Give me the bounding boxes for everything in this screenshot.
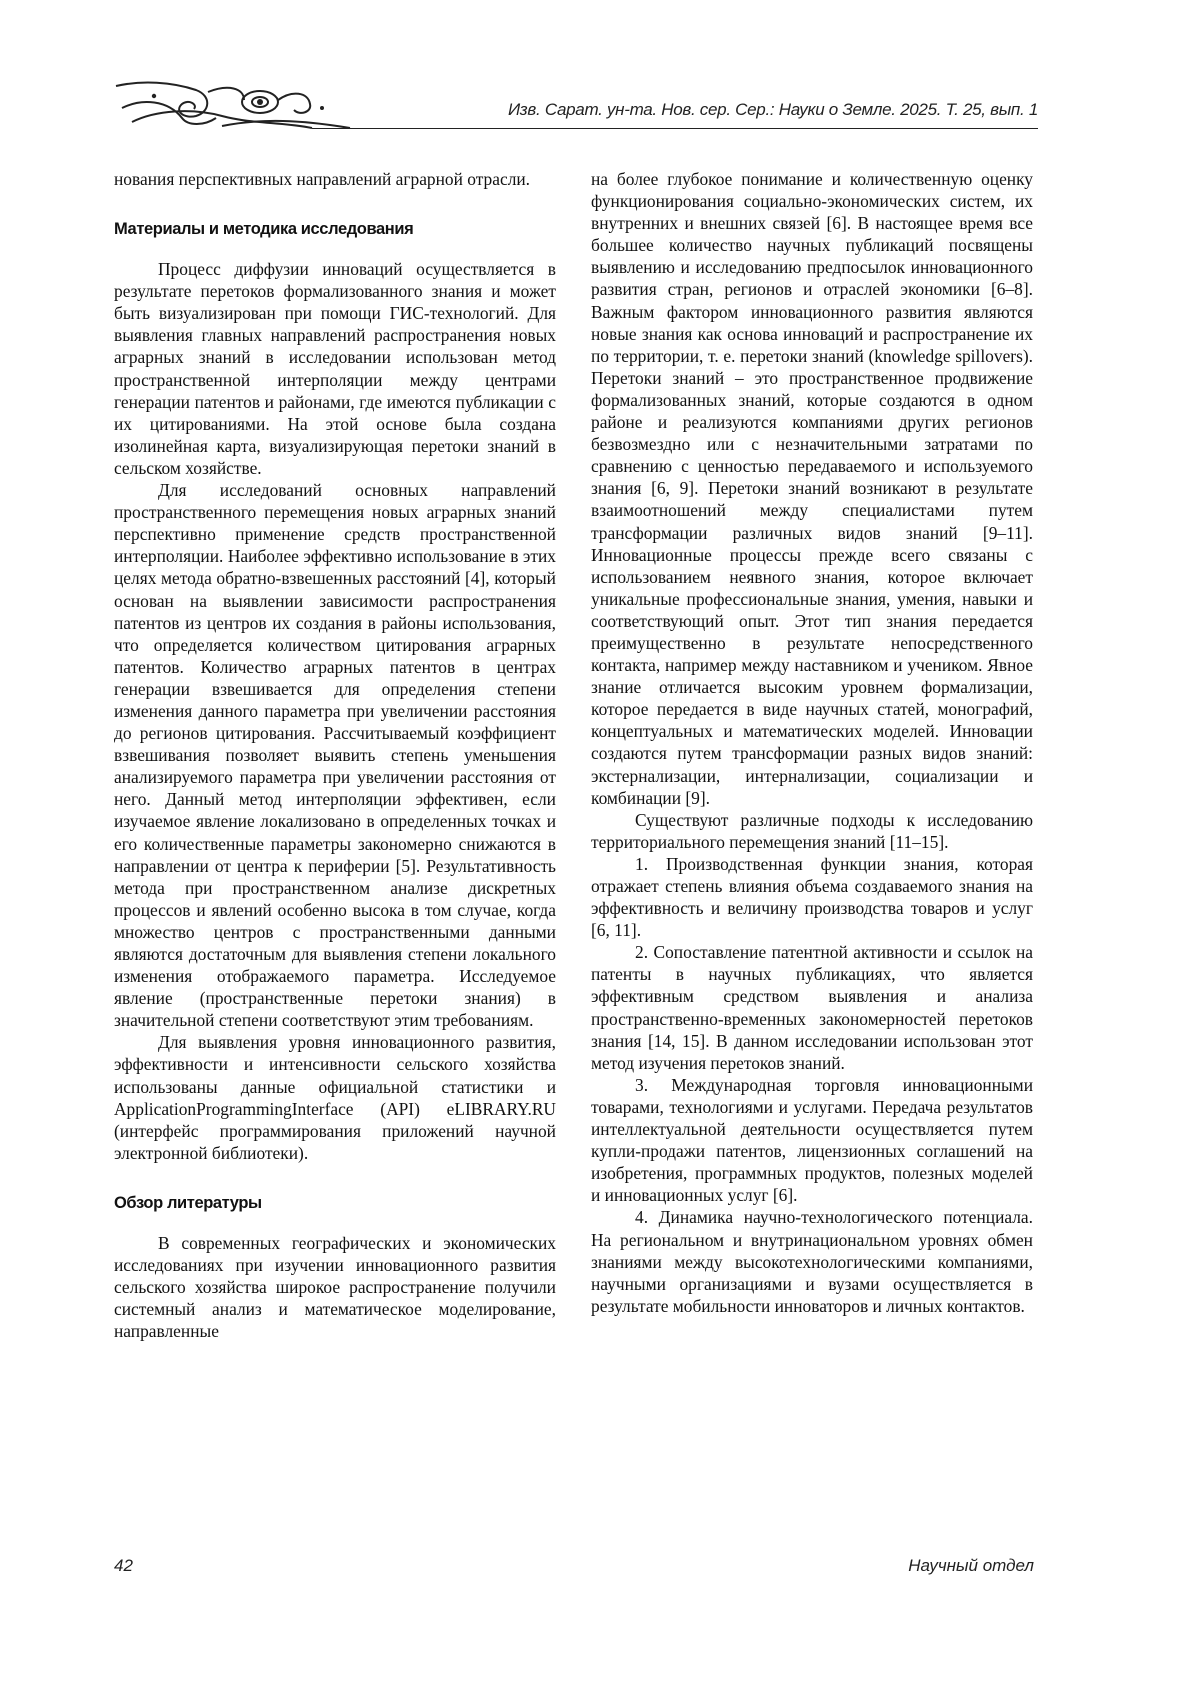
paragraph: Для выявления уровня инновационного развития, эффективности и интенсивности сельского хозяйства использованы данные официальной статистики и ApplicationProgrammingInterface (API) eLIBRARY.RU (интерфейс программирования приложений научной электронной библиотеки). <box>114 1031 556 1164</box>
paragraph: В современных географических и экономических исследованиях при изучении инновационного развития сельского хозяйства широкое распространение получили системный анализ и математическое моделирование, направленные <box>114 1232 556 1342</box>
journal-ornament-logo <box>112 78 352 132</box>
journal-page <box>0 0 1200 1697</box>
running-head: Изв. Сарат. ун-та. Нов. сер. Сер.: Науки о Земле. 2025. Т. 25, вып. 1 <box>508 100 1038 120</box>
list-paragraph-4: 4. Динамика научно-технологического потенциала. На региональном и внутринациональном уровнях обмен знаниями между высокотехнологическими компаниями, научными организациями и вузами осуществляется в результате мобильности инноваторов и личных контактов. <box>591 1206 1033 1316</box>
list-paragraph-1: 1. Производственная функции знания, которая отражает степень влияния объема создаваемого знания на эффективность и величину производства товаров и услуг [6, 11]. <box>591 853 1033 941</box>
section-label: Научный отдел <box>908 1556 1034 1576</box>
paragraph: Процесс диффузии инноваций осуществляется в результате перетоков формализованного знания и может быть визуализирован при помощи ГИС-технологий. Для выявления главных направлений распространения новых аграрных знаний в исследовании использован метод пространственной интерполяции между центрами генерации патентов и районами, где имеются публикации с их цитированиями. На этой основе была создана изолинейная карта, визуализирующая перетоки знаний в сельском хозяйстве. <box>114 258 556 479</box>
page-number: 42 <box>114 1556 133 1576</box>
section-heading-methods: Материалы и методика исследования <box>114 218 556 240</box>
section-heading-literature-review: Обзор литературы <box>114 1192 556 1214</box>
page-header <box>112 78 1038 132</box>
paragraph: Для исследований основных направлений пространственного перемещения новых аграрных знаний перспективно применение средств пространственной интерполяции. Наиболее эффективно использование в этих целях метода обратно-взвешенных расстояний [4], который основан на выявлении зависимости распространения патентов из центров их создания в районы использования, что определяется количеством цитирования аграрных патентов. Количество аграрных патентов в центрах генерации взвешивается для определения степени изменения данного параметра при увеличении расстояния до регионов цитирования. Рассчитываемый коэффициент взвешивания позволяет выявить степень уменьшения анализируемого параметра при увеличении расстояния от него. Данный метод интерполяции эффективен, если изучаемое явление локализовано в определенных точках и его количественные параметры закономерно снижаются в направлении от центра к периферии [5]. Результативность метода при пространственном анализе дискретных процессов и явлений особенно высока в том случае, когда множество центров с пространственными данными являются достаточным для выявления степени локального изменения отображаемого параметра. Исследуемое явление (пространственные перетоки знания) в значительной степени соответствуют этим требованиям. <box>114 479 556 1031</box>
paragraph-continued: на более глубокое понимание и количественную оценку функционирования социально-экономических систем, их внутренних и внешних связей [6]. В настоящее время все большее количество научных публикаций посвящены выявлению и исследованию предпосылок инновационного развития стран, регионов и отраслей экономики [6–8]. Важным фактором инновационного развития являются новые знания как основа инноваций и распространение их по территории, т. е. перетоки знаний (knowledge spillovers). Перетоки знаний – это пространственное продвижение формализованных знаний, которые создаются в одном районе и реализуются компаниями других регионов безвозмездно или с незначительными затратами по сравнению с ценностью передаваемого и используемого знания [6, 9]. Перетоки знаний возникают в результате взаимоотношений между специалистами путем трансформации различных видов знаний [9–11]. Инновационные процессы прежде всего связаны с использованием неявного знания, которое включает уникальные профессиональные знания, умения, навыки и соответствующий опыт. Этот тип знания передается преимущественно в результате непосредственного контакта, например между наставником и учеником. Явное знание отличается высоким уровнем формализации, которое передается в виде научных статей, монографий, концептуальных и математических моделей. Инновации создаются путем трансформации разных видов знаний: экстернализации, интернализации, социализации и комбинации [9]. <box>591 168 1033 809</box>
right-column <box>591 168 1033 1317</box>
list-paragraph-3: 3. Международная торговля инновационными товарами, технологиями и услугами. Передача результатов интеллектуальной деятельности осуществляется путем купли-продажи патентов, лицензионных соглашений на изобретения, программных продуктов, полезных моделей и инновационных услуг [6]. <box>591 1074 1033 1207</box>
header-rule <box>312 128 1038 129</box>
left-column <box>114 168 556 1342</box>
paragraph-continued: нования перспективных направлений аграрной отрасли. <box>114 168 556 190</box>
paragraph: Существуют различные подходы к исследованию территориального перемещения знаний [11–15]. <box>591 809 1033 853</box>
list-paragraph-2: 2. Сопоставление патентной активности и ссылок на патенты в научных публикациях, что является эффективным средством выявления и анализа пространственно-временных закономерностей перетоков знания [14, 15]. В данном исследовании использован этот метод изучения перетоков знаний. <box>591 941 1033 1074</box>
